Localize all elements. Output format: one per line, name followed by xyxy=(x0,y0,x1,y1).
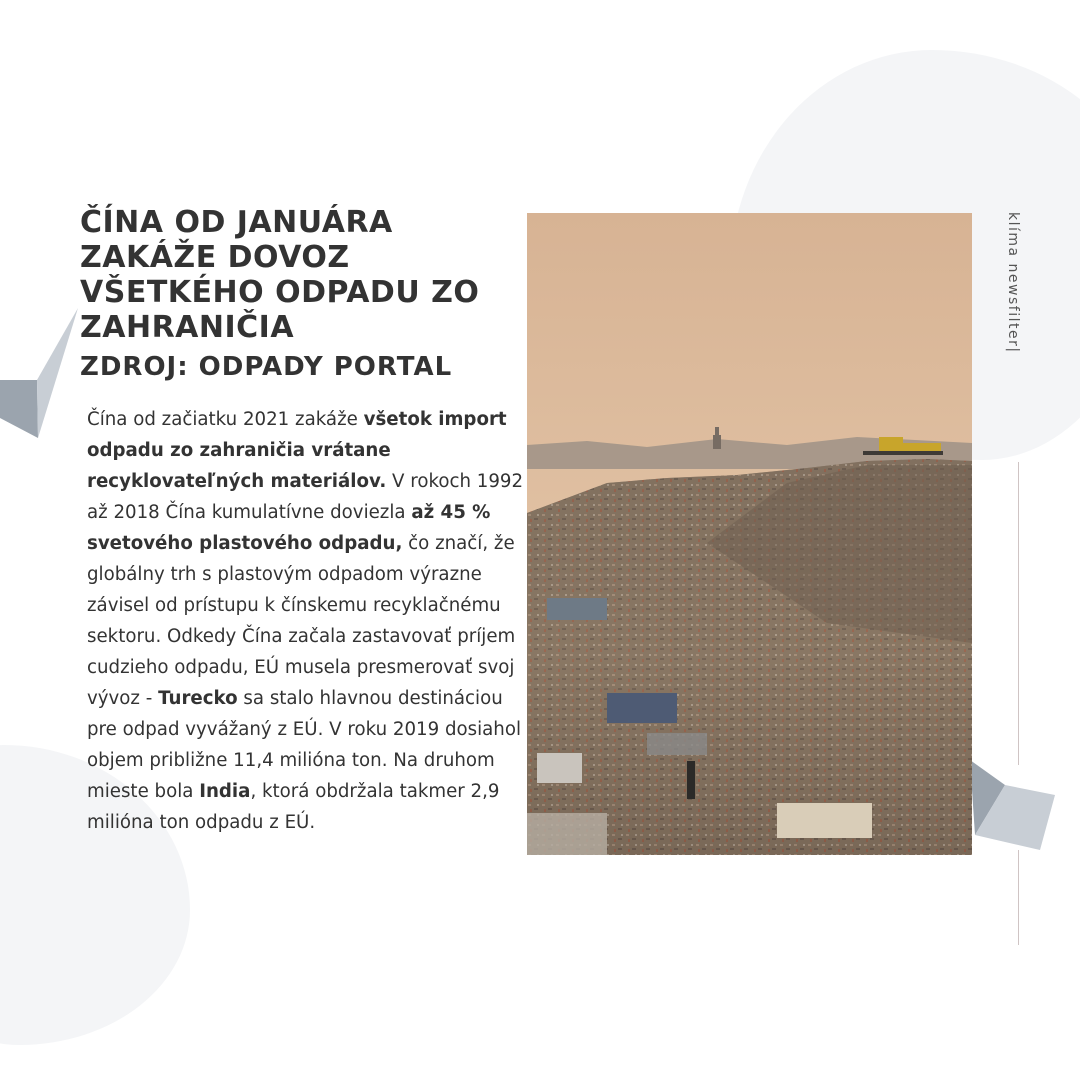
body-text: sa stalo hlavnou destináciou pre odpad vyvážaný z EÚ. V roku 2019 dosiahol objem približne 11,4 milióna ton. Na druhom mieste bola xyxy=(87,688,522,802)
brand-label-vertical: klíma newsfilter| xyxy=(1005,212,1021,354)
article-body xyxy=(87,404,527,838)
body-text: Čína od začiatku 2021 zakáže xyxy=(87,409,364,430)
landfill-photo xyxy=(527,213,972,855)
body-highlight: Turecko xyxy=(158,688,238,709)
divider-line-upper xyxy=(1018,462,1019,765)
landfill-illustration xyxy=(527,213,972,855)
body-highlight: až 45 % svetového plastového odpadu, xyxy=(87,502,491,554)
body-text: , ktorá obdržala takmer 2,9 milióna ton odpadu z EÚ. xyxy=(87,781,500,833)
paper-plane-shape-left xyxy=(0,300,90,450)
body-highlight: všetok import odpadu zo zahraničia vrátane recyklovateľných materiálov. xyxy=(87,409,507,492)
body-text: V rokoch 1992 až 2018 Čína kumulatívne doviezla xyxy=(87,471,524,523)
article-source: ZDROJ: ODPADY PORTAL xyxy=(80,352,453,382)
body-text: čo značí, že globálny trh s plastovým odpadom výrazne závisel od prístupu k čínskemu recyklačnému sektoru. Odkedy Čína začala zastavovať príjem cudzieho odpadu, EÚ musela presmerovať svoj vývoz - xyxy=(87,533,516,709)
body-highlight: India xyxy=(199,781,251,802)
divider-line-lower xyxy=(1018,850,1019,945)
paper-plane-shape-right xyxy=(965,755,1065,855)
article-title: ČÍNA OD JANUÁRA ZAKÁŽE DOVOZ VŠETKÉHO ODPADU ZO ZAHRANIČIA xyxy=(80,205,480,345)
